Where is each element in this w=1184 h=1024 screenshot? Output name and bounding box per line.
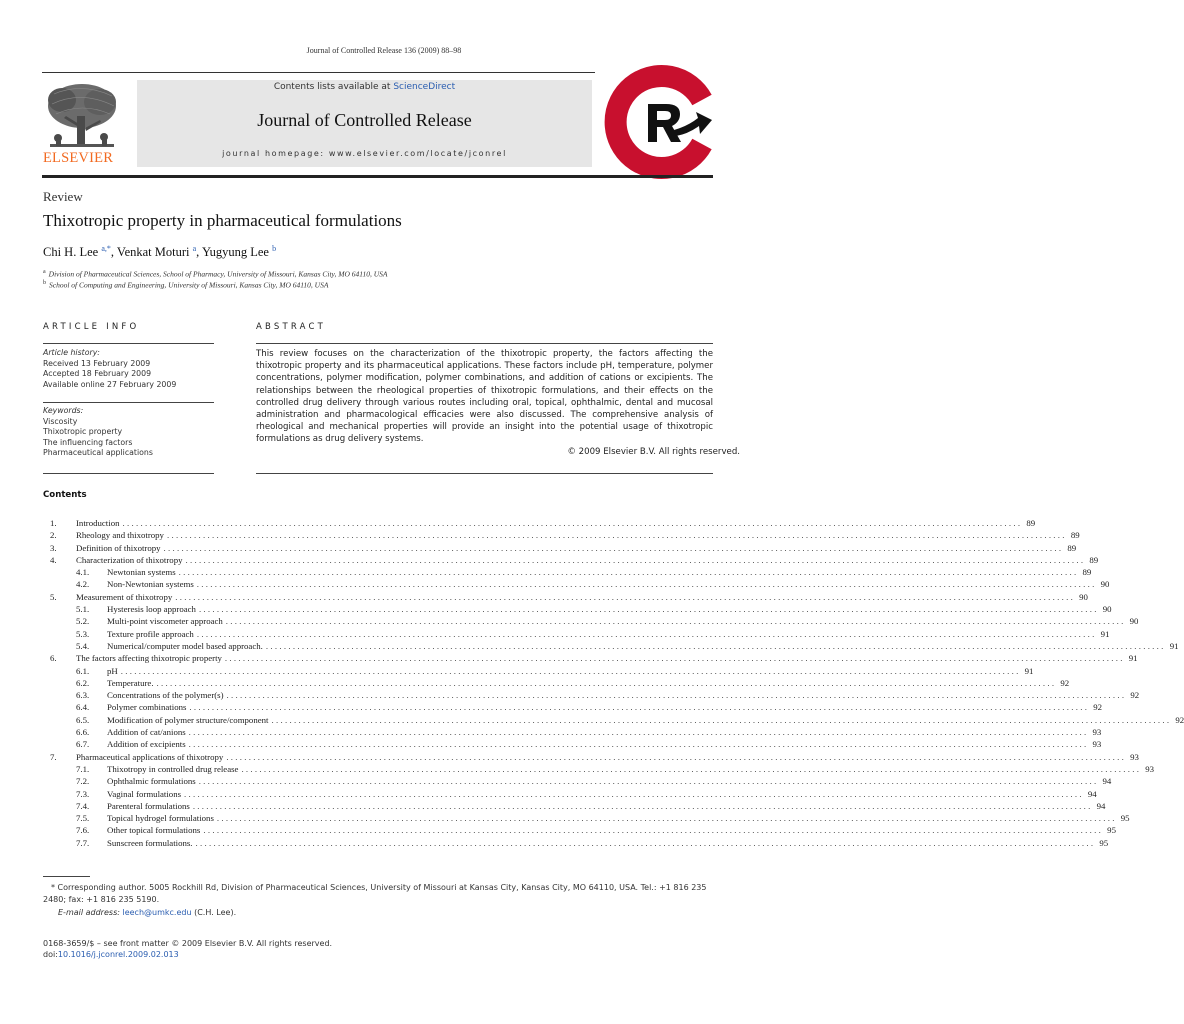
toc-leader-dots: ........................................................................................................................................................................................................	[163, 542, 1064, 553]
toc-entry[interactable]	[50, 775, 1112, 787]
toc-entry-page: 91	[1100, 628, 1110, 639]
article-info-heading: ARTICLE INFO	[43, 322, 140, 332]
crossmark-logo	[608, 74, 720, 170]
running-head: Journal of Controlled Release 136 (2009) 88–98	[306, 46, 462, 55]
table-of-contents	[50, 517, 1184, 849]
keyword: Thixotropic property	[43, 427, 123, 437]
toc-entry-title: Parenteral formulations	[107, 800, 190, 811]
elsevier-logo	[42, 80, 122, 168]
toc-entry-number: 6.5.	[76, 714, 90, 725]
affiliation-marker: a	[43, 269, 46, 275]
toc-entry-title: Multi-point viscometer approach	[107, 616, 223, 627]
toc-entry-number: 4.	[50, 554, 57, 565]
toc-entry-title: Modification of polymer structure/component	[107, 714, 269, 725]
toc-entry-number: 7.2.	[76, 776, 90, 787]
toc-entry-page: 94	[1087, 788, 1097, 799]
toc-entry-title: Hysteresis loop approach	[107, 604, 196, 615]
article-title: Thixotropic property in pharmaceutical formulations	[43, 211, 402, 230]
author-name: Venkat Moturi	[116, 245, 190, 260]
toc-entry-number: 6.3.	[76, 690, 90, 701]
toc-leader-dots: ........................................................................................................................................................................................................	[184, 788, 1084, 799]
toc-leader-dots: ........................................................................................................................................................................................................	[224, 653, 1125, 664]
toc-entry-page: 94	[1102, 776, 1112, 787]
toc-leader-dots: ........................................................................................................................................................................................................	[120, 665, 1021, 676]
article-type: Review	[43, 189, 83, 204]
toc-leader-dots: ........................................................................................................................................................................................................	[265, 640, 1166, 651]
toc-entry[interactable]	[50, 812, 1130, 824]
author-affiliation-marker[interactable]: a,*	[101, 244, 111, 253]
toc-entry-page: 91	[1128, 653, 1138, 664]
toc-entry-title: Sunscreen formulations.	[107, 837, 193, 848]
toc-entry[interactable]	[50, 714, 1184, 726]
toc-entry-page: 95	[1099, 837, 1109, 848]
keyword: Viscosity	[43, 416, 78, 426]
toc-entry[interactable]	[50, 628, 1110, 640]
footnote-marker: *	[51, 883, 55, 892]
toc-entry-title: Addition of excipients	[107, 739, 186, 750]
divider	[43, 402, 214, 403]
toc-entry-page: 89	[1026, 518, 1036, 528]
toc-leader-dots: ........................................................................................................................................................................................................	[198, 604, 1099, 615]
affiliation-marker: b	[43, 280, 46, 286]
toc-leader-dots: ........................................................................................................................................................................................................	[271, 714, 1172, 725]
toc-entry[interactable]	[50, 640, 1179, 652]
toc-entry-number: 6.7.	[76, 739, 90, 750]
copyright: © 2009 Elsevier B.V. All rights reserved.	[567, 447, 740, 457]
contents-available	[137, 82, 592, 92]
toc-entry-number: 4.1.	[76, 567, 90, 578]
toc-entry-page: 93	[1092, 727, 1102, 738]
doi-link[interactable]: 10.1016/j.jconrel.2009.02.013	[57, 949, 179, 959]
toc-entry-page: 95	[1120, 813, 1130, 824]
toc-entry[interactable]	[50, 542, 1077, 554]
toc-entry-title: Rheology and thixotropy	[76, 530, 164, 541]
history-received: Received 13 February 2009	[43, 358, 151, 368]
toc-entry-title: Vaginal formulations	[107, 788, 182, 799]
affiliation	[43, 280, 328, 290]
author-name: Chi H. Lee	[43, 245, 99, 260]
toc-entry-title: Measurement of thixotropy	[76, 591, 173, 602]
header-thick-rule	[42, 175, 713, 178]
toc-entry-title: Introduction	[76, 518, 120, 528]
toc-entry[interactable]	[50, 652, 1138, 664]
article-history	[43, 348, 176, 390]
toc-entry-title: Temperature.	[107, 677, 154, 688]
toc-entry-title: Texture profile approach	[107, 628, 194, 639]
toc-entry[interactable]	[50, 677, 1070, 689]
toc-entry-number: 6.1.	[76, 665, 90, 676]
toc-entry[interactable]	[50, 751, 1139, 763]
abstract-text: This review focuses on the characterization of the thixotropic property, the factors affecting the thixotropic property and its pharmaceutical applications. These factors include pH, temperature, polymer concentrations, polymer modification, polymer combinations, and addition of cations or excipients. The relationships between the rheological properties of thixotropic formulations, and their effects on the controlled drug delivery through various routes including oral, topical, ophthalmic, dental and mucosal administration and pharmacological efficacies were also discussed. The comprehensive analysis of rheological and mechanical properties will provide an insight into the potential usage of thixotropic formulations as drug delivery systems.	[256, 349, 713, 445]
toc-entry-page: 90	[1079, 591, 1088, 602]
abstract-heading: ABSTRACT	[256, 322, 327, 332]
toc-entry-number: 6.2.	[76, 677, 90, 688]
doi-label: doi:	[43, 949, 58, 959]
toc-leader-dots: ........................................................................................................................................................................................................	[226, 690, 1127, 701]
toc-leader-dots: ........................................................................................................................................................................................................	[216, 813, 1117, 824]
toc-entry-number: 1.	[50, 518, 57, 528]
toc-entry[interactable]	[50, 578, 1110, 590]
keywords	[43, 406, 153, 459]
toc-entry-number: 7.7.	[76, 837, 90, 848]
toc-entry-page: 94	[1096, 800, 1106, 811]
toc-entry-title: Ophthalmic formulations	[107, 776, 196, 787]
divider	[43, 343, 214, 344]
author-name: Yugyung Lee	[201, 245, 269, 260]
sciencedirect-link[interactable]: ScienceDirect	[393, 82, 456, 92]
affiliation-text: School of Computing and Engineering, University of Missouri, Kansas City, MO 64110, USA	[49, 280, 329, 290]
toc-entry-number: 6.4.	[76, 702, 90, 713]
toc-entry-title: Polymer combinations	[107, 702, 187, 713]
keywords-label: Keywords:	[43, 406, 84, 415]
toc-leader-dots: ........................................................................................................................................................................................................	[241, 763, 1142, 774]
toc-entry-number: 7.6.	[76, 825, 90, 836]
contents-prefix: Contents lists available at	[273, 82, 394, 92]
toc-entry-title: Addition of cat/anions	[107, 727, 186, 738]
footnote	[43, 882, 715, 919]
author-affiliation-marker[interactable]: b	[272, 244, 277, 253]
toc-entry-number: 7.1.	[76, 763, 90, 774]
toc-entry[interactable]	[50, 800, 1106, 812]
journal-title: Journal of Controlled Release	[257, 110, 472, 130]
toc-entry-page: 95	[1107, 825, 1116, 836]
toc-entry-title: Concentrations of the polymer(s)	[107, 690, 224, 701]
toc-entry-page: 90	[1100, 579, 1110, 590]
toc-leader-dots: ........................................................................................................................................................................................................	[185, 554, 1086, 565]
toc-entry-page: 92	[1093, 702, 1103, 713]
toc-entry-page: 92	[1130, 690, 1140, 701]
toc-entry-number: 5.2.	[76, 616, 90, 627]
email-suffix: (C.H. Lee).	[194, 907, 237, 917]
toc-entry-page: 93	[1092, 739, 1102, 750]
toc-entry-page: 93	[1145, 763, 1155, 774]
toc-entry-page: 91	[1024, 665, 1034, 676]
toc-leader-dots: ........................................................................................................................................................................................................	[175, 591, 1076, 602]
corresponding-author-note	[43, 882, 715, 907]
toc-entry-page: 89	[1070, 530, 1080, 541]
toc-entry-title: The factors affecting thixotropic property	[76, 653, 222, 664]
toc-leader-dots: ........................................................................................................................................................................................................	[225, 616, 1126, 627]
publisher-wordmark: ELSEVIER	[43, 150, 114, 166]
toc-leader-dots: ........................................................................................................................................................................................................	[189, 702, 1090, 713]
email-label: E-mail address:	[58, 907, 120, 917]
toc-entry-title: pH	[107, 665, 118, 676]
toc-entry-page: 91	[1169, 640, 1179, 651]
history-accepted: Accepted 18 February 2009	[43, 369, 152, 379]
toc-leader-dots: ........................................................................................................................................................................................................	[196, 628, 1097, 639]
toc-entry-number: 4.2.	[76, 579, 90, 590]
toc-entry[interactable]	[50, 824, 1116, 836]
toc-entry[interactable]	[50, 763, 1155, 775]
toc-leader-dots: ........................................................................................................................................................................................................	[198, 776, 1099, 787]
toc-entry[interactable]	[50, 591, 1088, 603]
email-link[interactable]: leech@umkc.edu	[122, 907, 192, 917]
footnote-rule	[43, 876, 90, 877]
toc-entry-page: 90	[1102, 604, 1112, 615]
toc-leader-dots: ........................................................................................................................................................................................................	[226, 751, 1127, 762]
toc-entry[interactable]	[50, 603, 1112, 615]
toc-entry-number: 5.4.	[76, 640, 90, 651]
toc-entry[interactable]	[50, 517, 1036, 529]
toc-leader-dots: ........................................................................................................................................................................................................	[196, 579, 1097, 590]
toc-leader-dots: ........................................................................................................................................................................................................	[203, 825, 1104, 836]
toc-entry[interactable]	[50, 566, 1092, 578]
toc-leader-dots: ........................................................................................................................................................................................................	[122, 518, 1023, 528]
toc-entry-number: 6.6.	[76, 727, 90, 738]
history-online: Available online 27 February 2009	[43, 379, 177, 389]
toc-entry-title: Definition of thixotropy	[76, 542, 161, 553]
toc-entry[interactable]	[50, 726, 1102, 738]
toc-entry-number: 2.	[50, 530, 57, 541]
author-list: Chi H. Lee $^{a,*}$, Venkat Moturi $^a$, Yugyung Lee $^b$	[43, 244, 277, 260]
issn-line: 0168-3659/$ – see front matter © 2009 Elsevier B.V. All rights reserved.	[43, 939, 333, 948]
toc-leader-dots: ........................................................................................................................................................................................................	[178, 567, 1079, 578]
toc-entry-number: 5.3.	[76, 628, 90, 639]
toc-entry-number: 7.5.	[76, 813, 90, 824]
toc-entry-number: 7.4.	[76, 800, 90, 811]
toc-entry-page: 93	[1130, 751, 1139, 762]
toc-entry-page: 92	[1175, 714, 1184, 725]
toc-leader-dots: ........................................................................................................................................................................................................	[192, 800, 1093, 811]
keyword: The influencing factors	[43, 437, 133, 447]
toc-entry-title: Other topical formulations	[107, 825, 201, 836]
toc-leader-dots: ........................................................................................................................................................................................................	[188, 739, 1089, 750]
toc-entry-title: Newtonian systems	[107, 567, 176, 578]
toc-entry-number: 7.3.	[76, 788, 90, 799]
toc-entry[interactable]	[50, 689, 1140, 701]
divider	[256, 343, 713, 344]
toc-entry[interactable]	[50, 837, 1109, 849]
toc-entry-number: 3.	[50, 542, 57, 553]
toc-leader-dots: ........................................................................................................................................................................................................	[166, 530, 1067, 541]
toc-leader-dots: ........................................................................................................................................................................................................	[156, 677, 1057, 688]
divider	[43, 473, 214, 474]
header-rule	[42, 72, 595, 73]
toc-entry-page: 90	[1129, 616, 1139, 627]
history-label: Article history:	[43, 348, 100, 357]
divider	[256, 473, 713, 474]
author-affiliation-marker[interactable]: a	[192, 244, 197, 253]
toc-entry-title: Thixotropy in controlled drug release	[107, 763, 239, 774]
contents-heading: Contents	[43, 490, 87, 500]
toc-entry-title: Pharmaceutical applications of thixotropy	[76, 751, 224, 762]
footnote-text: Corresponding author. 5005 Rockhill Rd, Division of Pharmaceutical Sciences, University of Missouri at Kansas City, Kansas City, MO 64110, USA. Tel.: +1 816 235 2480; fax: +1 816 235 5190.	[43, 883, 707, 905]
toc-entry-number: 6.	[50, 653, 57, 664]
toc-entry-number: 5.	[50, 591, 57, 602]
toc-entry[interactable]	[50, 665, 1034, 677]
toc-entry-title: Topical hydrogel formulations	[107, 813, 214, 824]
toc-entry[interactable]	[50, 554, 1099, 566]
journal-homepage[interactable]: journal homepage: www.elsevier.com/locate/jconrel	[222, 149, 507, 158]
toc-entry-page: 89	[1082, 567, 1092, 578]
keyword: Pharmaceutical applications	[43, 448, 153, 458]
toc-entry-number: 5.1.	[76, 604, 90, 615]
toc-entry[interactable]	[50, 788, 1097, 800]
toc-entry[interactable]	[50, 701, 1103, 713]
toc-leader-dots: ........................................................................................................................................................................................................	[188, 727, 1089, 738]
toc-entry[interactable]	[50, 529, 1080, 541]
publication-info	[43, 939, 332, 960]
doi-line	[43, 950, 332, 961]
toc-entry-page: 89	[1067, 542, 1077, 553]
affiliation	[43, 269, 387, 279]
toc-entry[interactable]	[50, 615, 1139, 627]
toc-entry-page: 89	[1089, 554, 1099, 565]
affiliation-text: Division of Pharmaceutical Sciences, School of Pharmacy, University of Missouri, Kansas City, MO 64110, USA	[48, 269, 388, 279]
toc-entry-title: Non-Newtonian systems	[107, 579, 194, 590]
toc-leader-dots: ........................................................................................................................................................................................................	[195, 837, 1096, 848]
toc-entry-number: 7.	[50, 751, 57, 762]
toc-entry-title: Numerical/computer model based approach.	[107, 640, 263, 651]
toc-entry-page: 92	[1060, 677, 1070, 688]
toc-entry-title: Characterization of thixotropy	[76, 554, 183, 565]
crossref-c-icon	[608, 74, 720, 170]
toc-entry[interactable]	[50, 738, 1102, 750]
email-line	[43, 907, 715, 919]
